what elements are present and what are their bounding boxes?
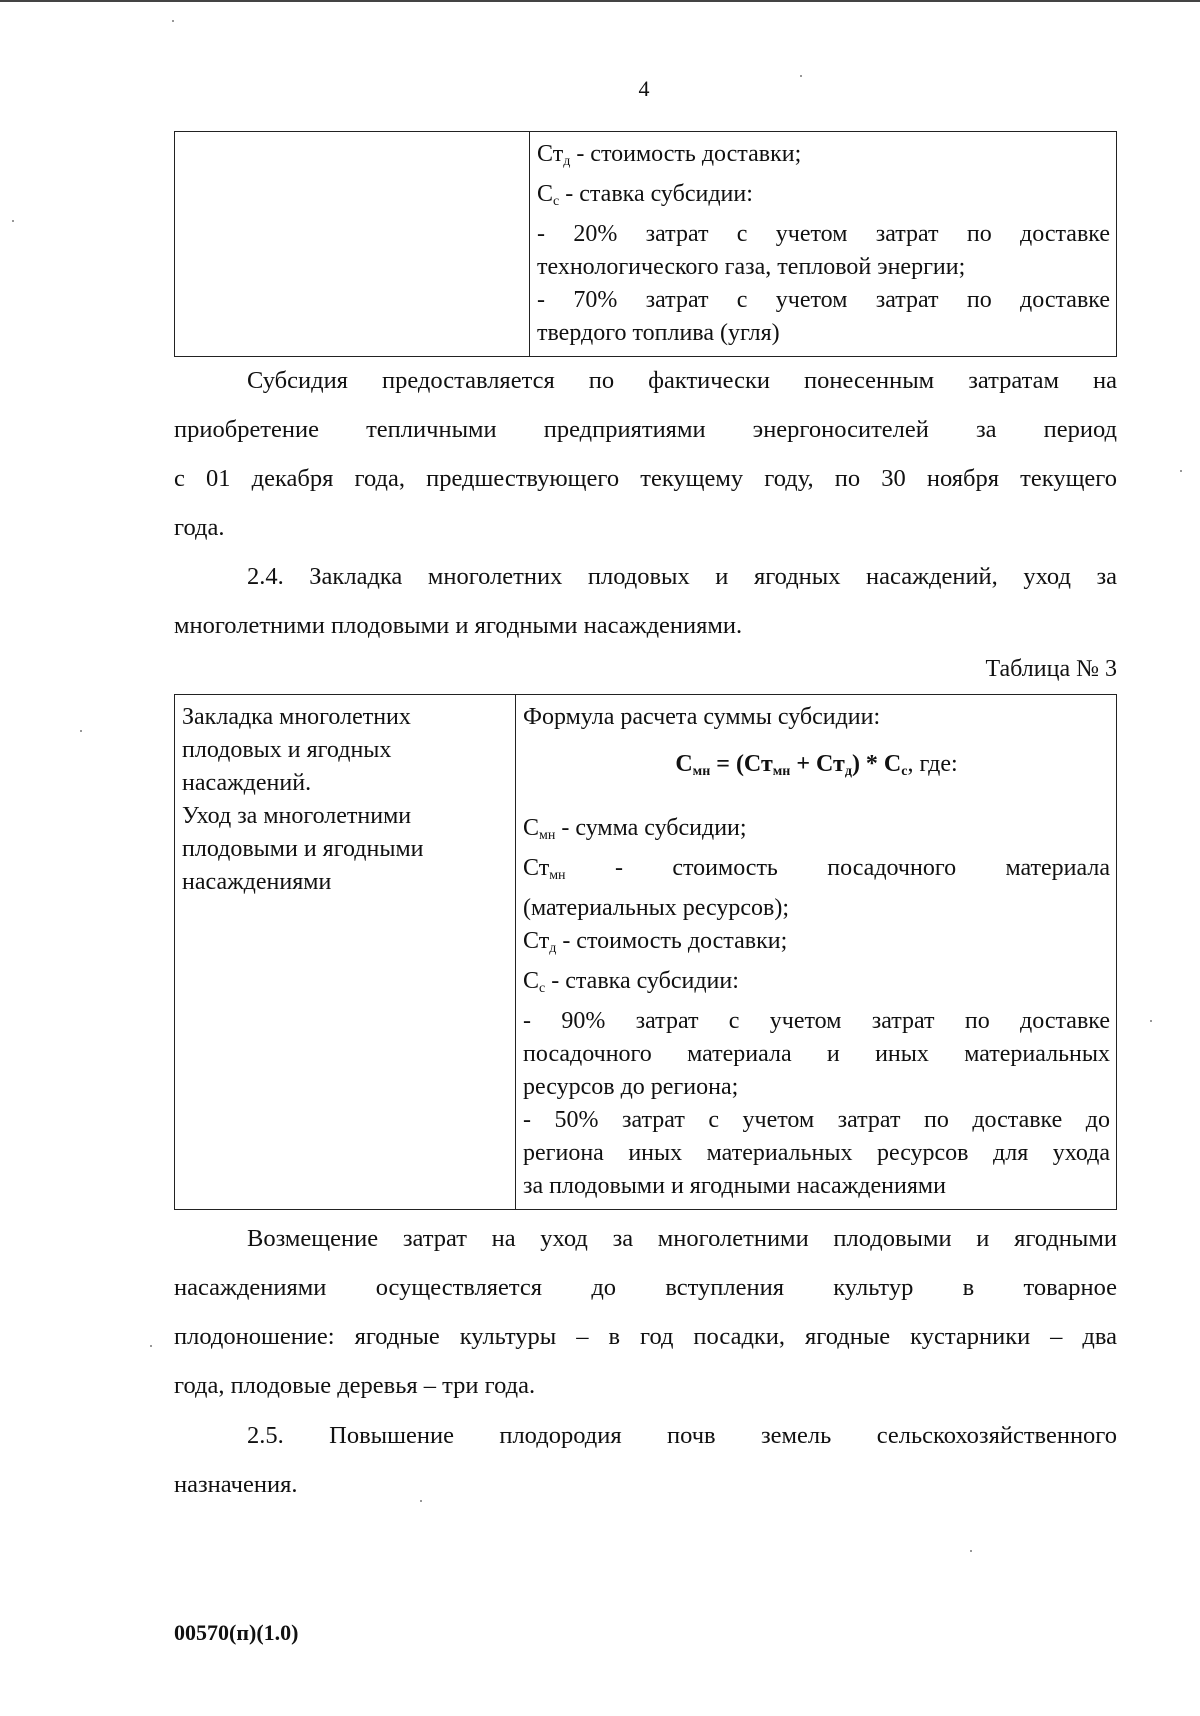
scan-speck: [800, 75, 802, 77]
subsidy-sum-line: $С_{мн}$ - сумма субсидии;: [523, 815, 747, 843]
rate-20-detail: технологического газа, тепловой энергии;: [537, 254, 966, 280]
scan-speck: [1180, 470, 1182, 472]
table1-left-cell: [175, 132, 530, 357]
table-continuation: [174, 131, 1117, 357]
top-border-line: [0, 0, 1200, 2]
scan-speck: [172, 20, 174, 22]
table3-right-cell: Формула расчета суммы субсидии: $С_{мн} = (Ст_{мн} + Ст_д) * С_с$, где: $С_{мн}$ - сумма субсидии; $Ст_{мн}$ - стоимость посадочного материала (материальных ресурсов); $Ст_д$ - стоимость доставки; $С_с$ - ставка субсидии: - 90% затрат с учетом затрат по доставке посадочного материала и иных материальных ресурсов до региона; - 50% затрат с учетом затрат по доставке до региона иных материальных ресурсов для ухода за плодовыми и ягодными насаждениями: [516, 695, 1117, 1210]
table1-right-cell: [530, 132, 1117, 357]
table3-left-cell: Закладка многолетних плодовых и ягодных насаждений. Уход за многолетними плодовыми и ягодными насаждениями: [175, 695, 516, 1210]
subsidy-formula: $С_{мн} = (Ст_{мн} + Ст_д) * С_с$, где:: [675, 751, 958, 779]
scan-speck: [150, 1345, 152, 1347]
table-caption: Таблица № 3: [985, 656, 1117, 682]
rate-70-detail: твердого топлива (угля): [537, 320, 780, 346]
scan-speck: [12, 220, 14, 222]
delivery-cost-line: $Ст_д$ - стоимость доставки;: [523, 928, 788, 956]
subsidy-rate-line: $С_с$ - ставка субсидии:: [537, 181, 753, 209]
section-2-4-heading: 2.4. Закладка многолетних плодовых и ягодных насаждений, уход за многолетними плодовыми и ягодными насаждениями.: [174, 563, 1117, 639]
document-code: 00570(п)(1.0): [174, 1620, 299, 1645]
formula-title: Формула расчета суммы субсидии:: [523, 704, 881, 730]
delivery-cost-line: $Ст_д$ - стоимость доставки;: [537, 141, 802, 169]
planting-cost-line: $Ст_{мн}$ - стоимость посадочного материала: [523, 855, 1110, 883]
scan-speck: [420, 1500, 422, 1502]
paragraph-subsidy-period: Субсидия предоставляется по фактически понесенным затратам на приобретение тепличными предприятиями энергоносителей за период с 01 декабря года, предшествующего текущему году, по 30 ноября текущего года.: [174, 367, 1117, 541]
rate-70-line: - 70% затрат с учетом затрат по доставке: [537, 287, 1110, 313]
rate-20-line: - 20% затрат с учетом затрат по доставке: [537, 221, 1110, 247]
paragraph-care-reimbursement: Возмещение затрат на уход за многолетними плодовыми и ягодными насаждениями осуществляется до вступления культур в товарное плодоношение: ягодные культуры – в год посадки, ягодные кустарники – два года, плодовые деревья – три года.: [174, 1225, 1117, 1399]
table-row: [175, 695, 1117, 1210]
table-row: [175, 132, 1117, 357]
scan-speck: [80, 730, 82, 732]
scan-speck: [970, 1550, 972, 1552]
section-2-5-heading: 2.5. Повышение плодородия почв земель сельскохозяйственного назначения.: [174, 1422, 1117, 1498]
scan-speck: [1150, 1020, 1152, 1022]
subsidy-rate-line: $С_с$ - ставка субсидии:: [523, 968, 739, 996]
table-3: [174, 694, 1117, 1210]
page-number: 4: [638, 76, 650, 101]
